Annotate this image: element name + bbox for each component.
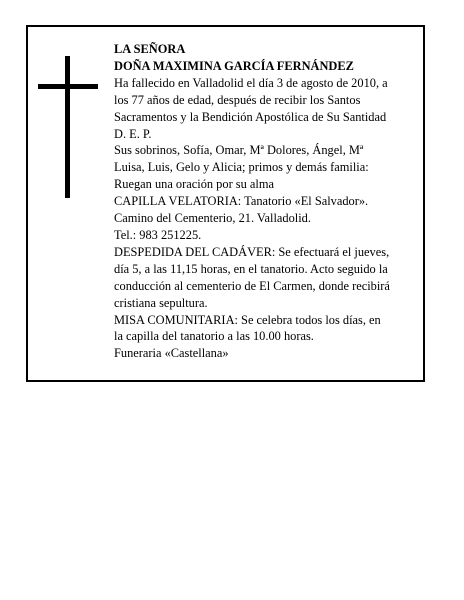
obituary-notice (26, 25, 425, 382)
notice-line: CAPILLA VELATORIA: Tanatorio «El Salvador». (114, 194, 369, 209)
notice-line: la capilla del tanatorio a las 10.00 horas. (114, 329, 314, 344)
notice-line: cristiana sepultura. (114, 295, 208, 310)
notice-line: Luisa, Luis, Gelo y Alicia; primos y demás familia: (114, 160, 369, 175)
notice-line: D. E. P. (114, 126, 152, 141)
notice-line: Tel.: 983 251225. (114, 227, 202, 242)
notice-line: Sacramentos y la Bendición Apostólica de Su Santidad (114, 109, 387, 124)
notice-line: Funeraria «Castellana» (114, 346, 229, 361)
notice-line: Ha fallecido en Valladolid el día 3 de agosto de 2010, a (114, 75, 388, 90)
notice-line: DESPEDIDA DEL CADÁVER: Se efectuará el jueves, (114, 244, 390, 259)
notice-line: Sus sobrinos, Sofía, Omar, Mª Dolores, Ángel, Mª (114, 143, 364, 158)
cross-vertical-bar (65, 56, 70, 198)
notice-title: LA SEÑORA (114, 42, 186, 56)
notice-line: Camino del Cementerio, 21. Valladolid. (114, 211, 311, 226)
cross-icon (38, 56, 98, 198)
notice-line: MISA COMUNITARIA: Se celebra todos los días, en (114, 312, 381, 327)
notice-line: los 77 años de edad, después de recibir los Santos (114, 92, 361, 107)
deceased-name: DOÑA MAXIMINA GARCÍA FERNÁNDEZ (114, 58, 354, 73)
notice-line: día 5, a las 11,15 horas, en el tanatorio. Acto seguido la (114, 261, 388, 276)
cross-horizontal-bar (38, 84, 98, 89)
notice-line: conducción al cementerio de El Carmen, donde recibirá (114, 278, 390, 293)
notice-text (114, 41, 422, 362)
notice-line: Ruegan una oración por su alma (114, 177, 274, 192)
